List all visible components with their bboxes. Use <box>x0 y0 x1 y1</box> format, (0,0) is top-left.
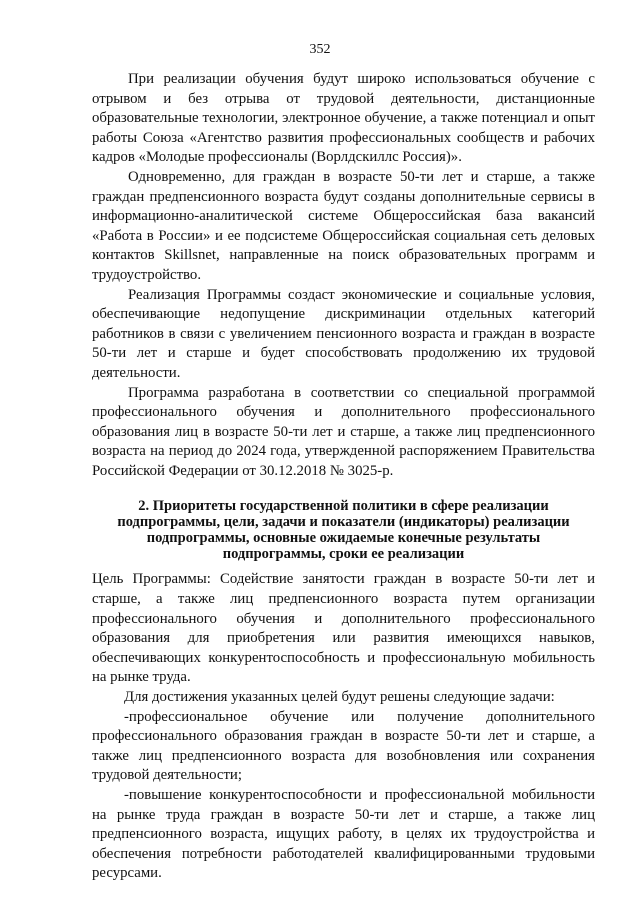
page-number: 352 <box>309 42 331 57</box>
paragraph-tasks-intro: Для достижения указанных целей будут решены следующие задачи: <box>124 689 555 706</box>
paragraph-program-basis: Программа разработана в соответствии со специальной программой профессионального обучения и дополнительного профессионального образования лиц в возрасте 50-ти лет и старше, а также лиц предпенсионного возраста на период до 2024 года, утвержденной распоряжением Правительства Российской Федерации от 30.12.2018 № 3025-р. <box>92 384 595 479</box>
task-item: -повышение конкурентоспособности и профессиональной мобильности на рынке труда граждан в возрасте 50-ти лет и старше, а также лиц предпенсионного возраста, ищущих работу, в целях их трудоустройства и обеспечения потребности работодателей квалифицированными трудовыми ресурсами. <box>92 787 595 882</box>
section-heading: 2. Приоритеты государственной политики в сфере реализации подпрограммы, цели, задачи и показатели (индикаторы) реализации подпрограммы, основные ожидаемые конечные результаты подпрограммы, сроки ее реализации <box>117 498 570 563</box>
paragraph-training-implementation: При реализации обучения будут широко использоваться обучение с отрывом и без отрыва от трудовой деятельности, дистанционные образовательные технологии, электронное обучение, а также потенциал и опыт работы Союза «Агентство развития профессиональных сообществ и рабочих кадров «Молодые профессионалы (Ворлдскиллс Россия)». <box>92 71 595 166</box>
paragraph-additional-services: Одновременно, для граждан в возрасте 50-ти лет и старше, а также граждан предпенсионного возраста будут созданы дополнительные сервисы в информационно-аналитической системе Общероссийская база вакансий «Работа в России» и ее подсистеме Общероссийская социальная сеть деловых контактов Skillsnet, направленные на поиск образовательных программ и трудоустройство. <box>92 168 595 283</box>
task-item: -профессиональное обучение или получение дополнительного профессионального образования граждан в возрасте 50-ти лет и старше, а также лиц предпенсионного возраста для возобновления или сохранения трудовой деятельности; <box>92 708 595 784</box>
document-body <box>92 70 595 884</box>
paragraph-program-goal: Цель Программы: Содействие занятости граждан в возрасте 50-ти лет и старше, а также лиц предпенсионного возраста путем организации профессионального обучения и дополнительного профессионального образования для приобретения или развития имеющихся навыков, обеспечивающих конкурентоспособность и профессиональную мобильность на рынке труда. <box>92 571 595 686</box>
paragraph-program-conditions: Реализация Программы создаст экономические и социальные условия, обеспечивающие недопущение дискриминации отдельных категорий работников в связи с увеличением пенсионного возраста и граждан в возрасте 50-ти лет и старше и будет способствовать продолжению их трудовой деятельности. <box>92 286 595 381</box>
